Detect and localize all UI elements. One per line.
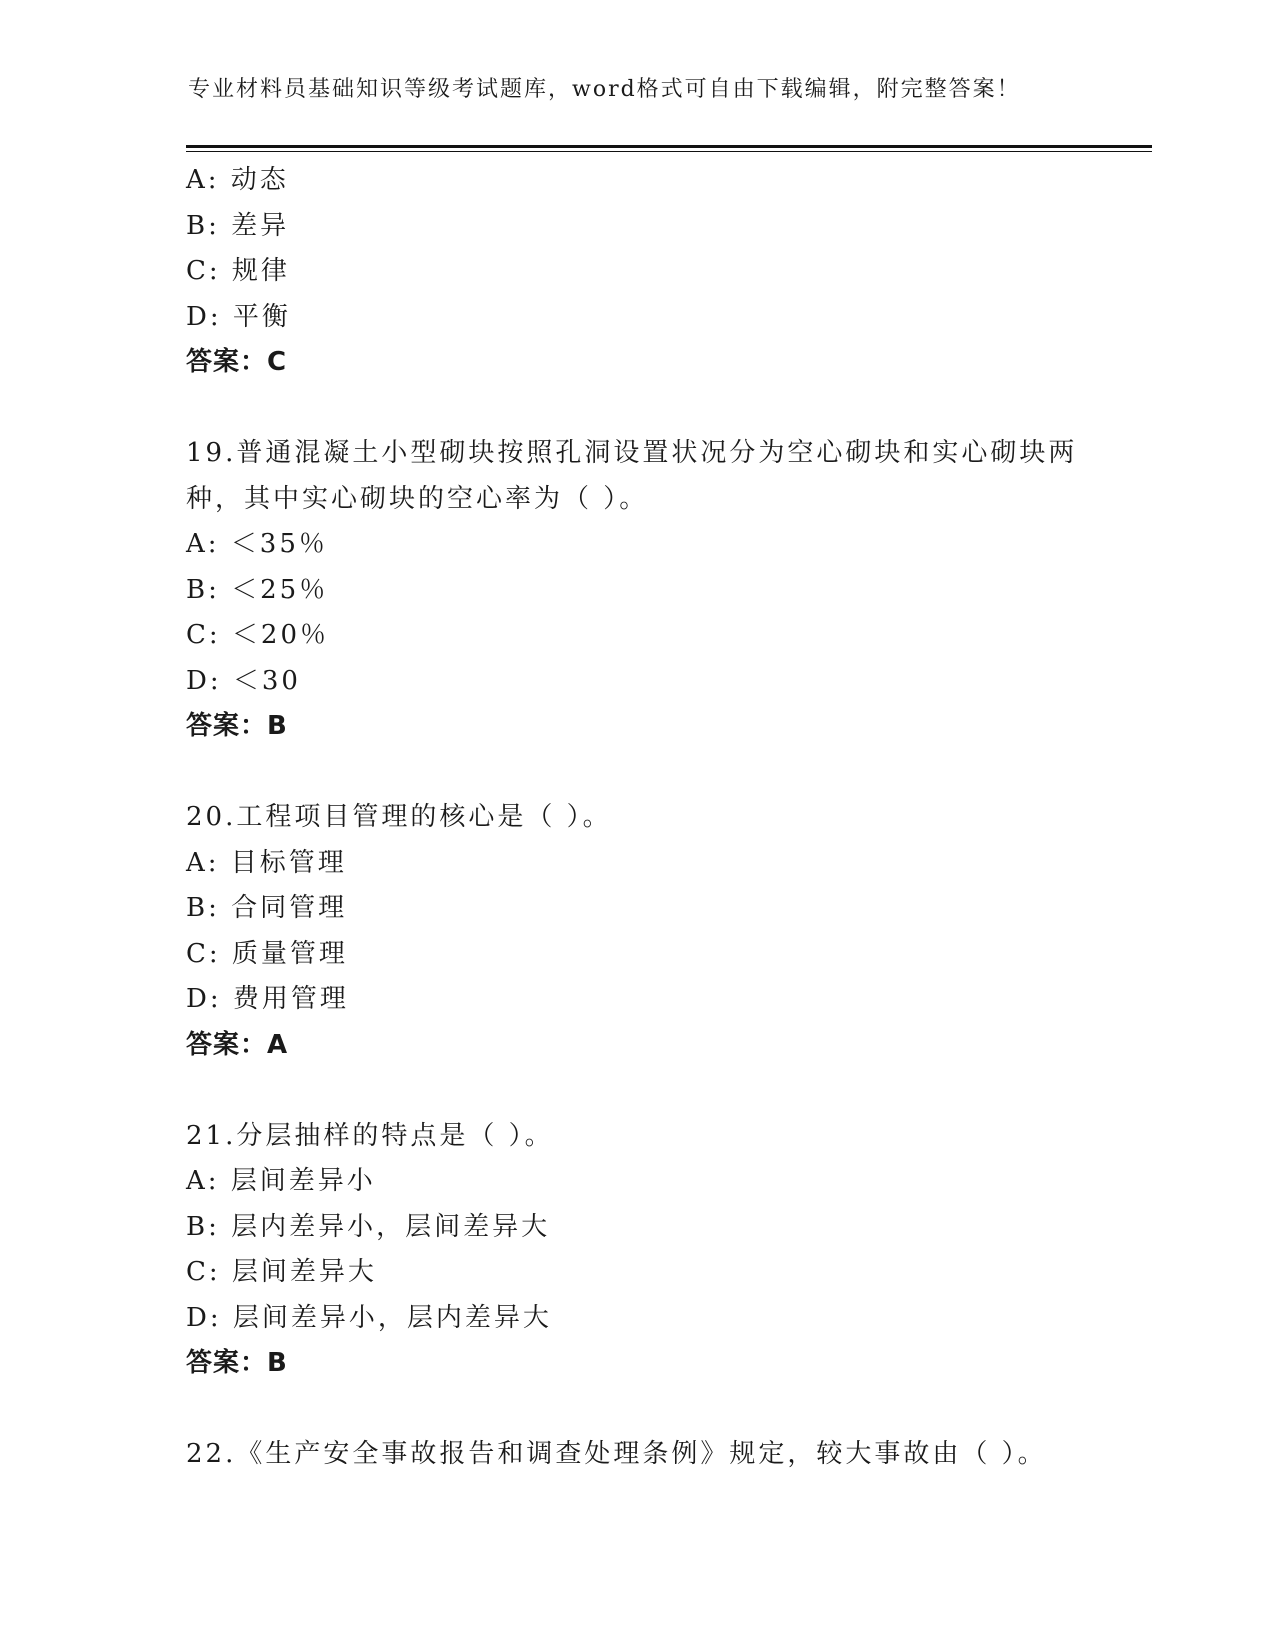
option-b: B: ＜25％	[186, 574, 329, 605]
document-body	[186, 158, 1086, 1478]
option-c: C: ＜20％	[186, 620, 330, 650]
question-20	[186, 795, 1086, 1068]
option-c: C: 质量管理	[186, 938, 348, 969]
option-d: D: 层间差异小，层内差异大	[186, 1302, 552, 1333]
header-rule-thin	[186, 151, 1152, 152]
option-c: C: 规律	[186, 256, 290, 286]
question-stem: 19.普通混凝土小型砌块按照孔洞设置状况分为空心砌块和实心砌块两	[186, 438, 1078, 468]
option-a: A: 目标管理	[186, 847, 347, 878]
question-stem: 20.工程项目管理的核心是（ ）。	[186, 802, 612, 832]
answer: 答案：C	[186, 347, 288, 377]
question-stem: 21.分层抽样的特点是（ ）。	[186, 1120, 554, 1151]
page-header: 专业材料员基础知识等级考试题库，word格式可自由下载编辑，附完整答案！	[188, 77, 1021, 102]
option-a: A: 层间差异小	[186, 1166, 376, 1196]
question-22	[186, 1432, 1086, 1478]
option-a: A: 动态	[186, 165, 289, 195]
question-21	[186, 1114, 1086, 1387]
option-d: D: 费用管理	[186, 984, 349, 1014]
option-b: B: 合同管理	[186, 893, 348, 923]
answer: 答案：A	[186, 1029, 289, 1060]
answer: 答案：B	[186, 1348, 288, 1378]
option-d: D: 平衡	[186, 301, 291, 332]
option-d: D: ＜30	[186, 665, 301, 696]
question-18-continued	[186, 158, 1086, 386]
option-b: B: 差异	[186, 210, 290, 241]
answer: 答案：B	[186, 711, 288, 741]
option-b: B: 层内差异小，层间差异大	[186, 1211, 551, 1242]
header-rule-thick	[186, 145, 1152, 148]
option-c: C: 层间差异大	[186, 1257, 377, 1287]
option-a: A: ＜35％	[186, 529, 328, 559]
question-19	[186, 431, 1086, 750]
question-stem: 种，其中实心砌块的空心率为（ ）。	[186, 483, 649, 514]
question-stem: 22.《生产安全事故报告和调查处理条例》规定，较大事故由（ ）。	[186, 1439, 1047, 1469]
